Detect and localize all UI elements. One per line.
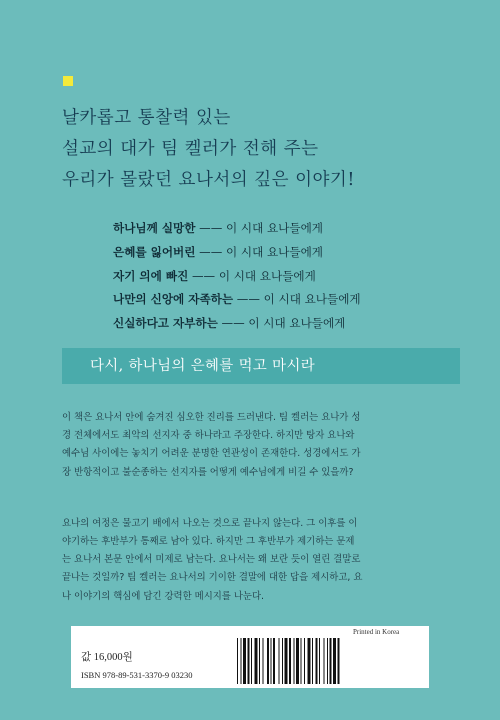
headline-line: 우리가 몰랐던 요나서의 깊은 이야기! [62,170,355,190]
body-line: 야기하는 후반부가 통째로 남아 있다. 하지만 그 후반부가 제기하는 문제 [62,536,355,548]
tagline-rest: —— 이 시대 요나들에게 [188,268,316,283]
printed-in-label: Printed in Korea [353,628,400,636]
body-line: 는 요나서 본문 안에서 미제로 남는다. 요나서는 왜 보란 듯이 열린 결말로 [62,554,361,566]
band-title: 다시, 하나님의 은혜를 먹고 마시라 [90,358,316,374]
tagline-rest: —— 이 시대 요나들에게 [217,316,346,331]
tagline-list [113,217,473,336]
accent-square [63,76,73,86]
body-line: 장 반항적이고 불순종하는 선지자를 어떻게 예수님에게 비길 수 있을까? [62,466,354,478]
body-line: 경 전체에서도 최악의 선지자 중 하나라고 주장한다. 하지만 탕자 요나와 [62,430,355,442]
body-line: 나 이야기의 핵심에 담긴 강력한 메시지를 나눈다. [62,590,264,602]
headline-line: 날카롭고 통찰력 있는 [62,108,231,128]
tagline-bold: 은혜를 잃어버린 [113,244,196,259]
tagline-bold: 신실하다고 자부하는 [113,316,218,331]
tagline [113,217,473,241]
tagline-rest: —— 이 시대 요나들에게 [195,244,323,259]
isbn-label: ISBN 978-89-531-3370-9 03230 [81,670,193,680]
headline [62,103,482,196]
body-line: 끝나는 것일까? 팀 켈러는 요나서의 기이한 결말에 대한 답을 제시하고, 요 [62,572,363,584]
tagline [113,288,473,312]
tagline-bold: 자기 의에 빠진 [113,268,189,283]
tagline-rest: —— 이 시대 요나들에게 [233,292,361,307]
tagline-bold: 나만의 신앙에 자족하는 [113,292,234,307]
tagline [113,241,473,265]
headline-line: 설교의 대가 팀 켈러가 전해 주는 [62,139,319,159]
body-line: 요나의 여정은 물고기 배에서 나오는 것으로 끝나지 않는다. 그 이후를 이 [62,517,358,529]
tagline-bold: 하나님께 실망한 [113,221,196,235]
tagline-rest: —— 이 시대 요나들에게 [195,221,323,235]
tagline [113,312,473,336]
tagline [113,265,473,289]
body-line: 예수님 사이에는 놓치기 어려운 분명한 연관성이 존재한다. 성경에서도 가 [62,448,361,460]
body-line: 이 책은 요나서 안에 숨겨진 심오한 진리를 드러낸다. 팀 켈러는 요나가 성 [62,412,361,423]
body-text [62,398,446,617]
price-label: 값 16,000원 [81,652,133,663]
barcode-panel [71,626,429,688]
barcode-icon [235,638,413,684]
